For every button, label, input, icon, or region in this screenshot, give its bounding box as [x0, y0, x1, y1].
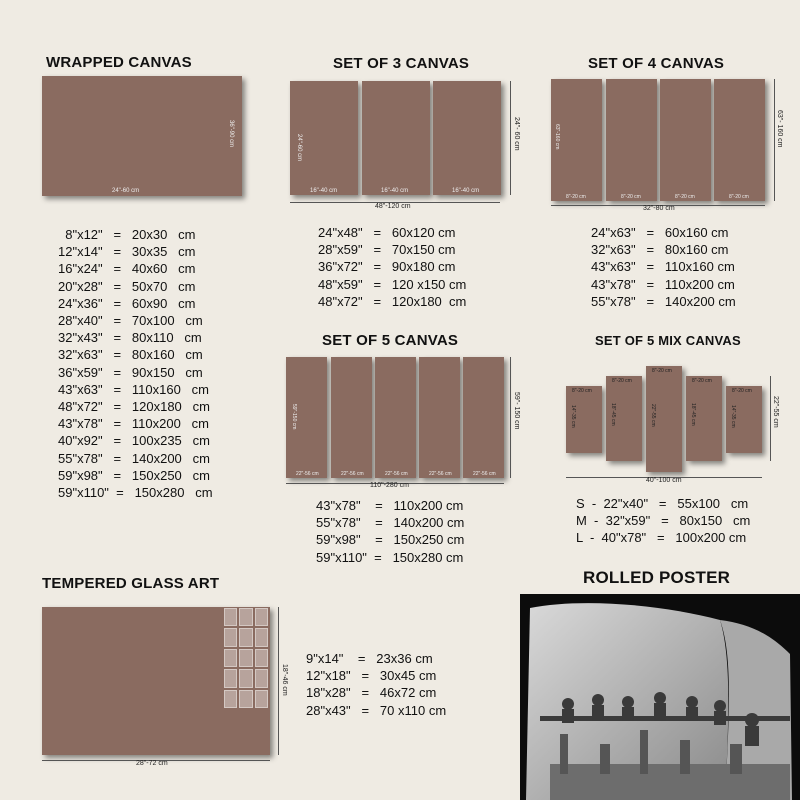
set5-size-list — [316, 497, 464, 566]
set4-panel-label-3: 8"-20 cm — [675, 194, 695, 200]
size-row: 16"x24" = 40x60 cm — [58, 261, 196, 277]
set4-height-label: 63"- 160 cm — [776, 110, 783, 148]
set3-panel-label-1: 16"-40 cm — [310, 188, 338, 194]
set5mix-top-label-4: 8"-20 cm — [692, 378, 712, 384]
set5-panel-2 — [331, 357, 372, 478]
size-row: 28"x59" = 70x150 cm — [318, 242, 456, 258]
size-row: 48"x72" = 120x180 cm — [58, 399, 210, 415]
size-row: 32"x63" = 80x160 cm — [591, 242, 729, 258]
size-row: 36"x59" = 90x150 cm — [58, 364, 203, 380]
size-row: 9"x14" = 23x36 cm — [306, 651, 433, 666]
set5mix-mid-label-1: 18"-45 cm — [610, 403, 616, 426]
set3-panel-3 — [433, 81, 501, 195]
size-row: 24"x36" = 60x90 cm — [58, 295, 196, 311]
set5mix-mid-label-2: 18"-45 cm — [690, 403, 696, 426]
set4-inner-height-label: 63"-160 cm — [554, 124, 560, 150]
size-row: M - 32"x59" = 80x150 cm — [576, 513, 751, 529]
size-row: 12"x18" = 30x45 cm — [306, 668, 437, 684]
set5-panel-4 — [419, 357, 460, 478]
size-row: 59"x110" = 150x280 cm — [316, 549, 464, 565]
set4-panel-2 — [606, 79, 657, 201]
set5mix-size-list — [576, 495, 750, 547]
set3-height-line — [510, 81, 511, 195]
size-row: 48"x59" = 120 x150 cm — [318, 276, 467, 292]
size-row: L - 40"x78" = 100x200 cm — [576, 530, 747, 546]
set4-title: SET OF 4 CANVAS — [588, 55, 725, 72]
set5mix-height-line — [770, 376, 771, 461]
set4-panel-label-1: 8"-20 cm — [566, 194, 586, 200]
set3-panel-label-3: 16"-40 cm — [452, 188, 480, 194]
set3-width-label: 48"-120 cm — [375, 203, 411, 210]
size-row: 28"x43" = 70 x110 cm — [306, 702, 447, 718]
set4-panel-label-4: 8"-20 cm — [729, 194, 749, 200]
wrapped-width-label: 24"-60 cm — [112, 188, 140, 194]
size-row: 43"x78" = 110x200 cm — [58, 416, 209, 432]
set5-panel-label-1: 22"-56 cm — [296, 471, 319, 477]
size-row: 43"x63" = 110x160 cm — [58, 381, 209, 397]
set5mix-top-label-2: 8"-20 cm — [612, 378, 632, 384]
set4-panel-label-2: 8"-20 cm — [621, 194, 641, 200]
size-row: 32"x43" = 80x110 cm — [58, 330, 202, 346]
wrapped-size-list — [58, 226, 213, 501]
size-row: 43"x63" = 110x160 cm — [591, 259, 735, 275]
size-row: 59"x98" = 150x250 cm — [58, 467, 210, 483]
size-row: 43"x78" = 110x200 cm — [316, 498, 464, 513]
set4-size-list — [591, 224, 736, 310]
wrapped-canvas-panel — [42, 76, 242, 196]
set5-title: SET OF 5 CANVAS — [322, 332, 459, 349]
size-row: 24"x63" = 60x160 cm — [591, 225, 729, 240]
set3-title: SET OF 3 CANVAS — [333, 55, 470, 72]
size-row: 40"x92" = 100x235 cm — [58, 433, 210, 449]
set5-width-label: 110"-280 cm — [370, 482, 409, 489]
set5-inner-height-label: 59"-150 cm — [291, 404, 297, 430]
poster-image — [520, 594, 800, 800]
set3-height-label: 24"- 60 cm — [513, 117, 520, 151]
set5mix-height-label: 22"-55 cm — [772, 396, 779, 428]
size-row: 55"x78" = 140x200 cm — [591, 293, 736, 309]
set4-panel-3 — [660, 79, 711, 201]
size-row: 55"x78" = 140x200 cm — [316, 515, 465, 531]
set5-height-line — [510, 357, 511, 478]
size-row: 43"x78" = 110x200 cm — [591, 276, 735, 292]
set5-panel-5 — [463, 357, 504, 478]
size-row: 36"x72" = 90x180 cm — [318, 259, 456, 275]
set5mix-title: SET OF 5 MIX CANVAS — [595, 333, 741, 348]
size-row: 48"x72" = 120x180 cm — [318, 293, 467, 309]
set5-panel-3 — [375, 357, 416, 478]
set3-panel-label-2: 16"-40 cm — [381, 188, 409, 194]
set5mix-top-label-3: 8"-20 cm — [652, 368, 672, 374]
wrapped-canvas-title: WRAPPED CANVAS — [46, 54, 192, 71]
poster-title: ROLLED POSTER — [583, 568, 731, 587]
set5-panel-label-5: 22"-56 cm — [473, 471, 496, 477]
set4-panel-4 — [714, 79, 765, 201]
set5-height-label: 59"- 150 cm — [513, 392, 520, 430]
wrapped-height-label: 36"-90 cm — [228, 120, 234, 148]
set5mix-top-label-1: 8"-20 cm — [572, 388, 592, 394]
glass-title: TEMPERED GLASS ART — [42, 575, 220, 592]
set5mix-small-label-1: 14"-35 cm — [570, 405, 576, 428]
set5mix-top-label-5: 8"-20 cm — [732, 388, 752, 394]
set5-panel-label-3: 22"-56 cm — [385, 471, 408, 477]
size-row: 24"x48" = 60x120 cm — [318, 225, 456, 240]
glass-width-label: 28"-72 cm — [136, 760, 168, 767]
set5mix-large-label: 22"-55 cm — [650, 404, 656, 427]
set5-panel-label-2: 22"-56 cm — [341, 471, 364, 477]
set3-inner-height-label: 24"-60 cm — [296, 134, 302, 162]
size-row: 12"x14" = 30x35 cm — [58, 244, 196, 260]
glass-height-line — [278, 607, 279, 755]
set3-panel-2 — [362, 81, 430, 195]
size-row: 20"x28" = 50x70 cm — [58, 278, 196, 294]
size-row: 18"x28" = 46x72 cm — [306, 685, 437, 701]
size-row: 59"x98" = 150x250 cm — [316, 532, 465, 548]
glass-height-label: 18"-46 cm — [281, 664, 288, 696]
size-row: 32"x63" = 80x160 cm — [58, 347, 203, 363]
size-row: 8"x12" = 20x30 cm — [58, 227, 196, 242]
set3-size-list — [318, 224, 466, 310]
size-row: 55"x78" = 140x200 cm — [58, 450, 210, 466]
size-row: S - 22"x40" = 55x100 cm — [576, 496, 749, 511]
glass-size-list — [306, 650, 446, 719]
size-row: 28"x40" = 70x100 cm — [58, 313, 203, 329]
set4-width-label: 32"-80 cm — [643, 205, 675, 212]
size-row: 59"x110" = 150x280 cm — [58, 485, 213, 501]
set5-panel-label-4: 22"-56 cm — [429, 471, 452, 477]
set4-height-line — [774, 79, 775, 201]
poster-illustration — [520, 594, 800, 800]
set5mix-small-label-2: 14"-35 cm — [730, 405, 736, 428]
glass-reflection — [224, 608, 268, 708]
set5mix-width-label: 40"-100 cm — [646, 477, 682, 484]
